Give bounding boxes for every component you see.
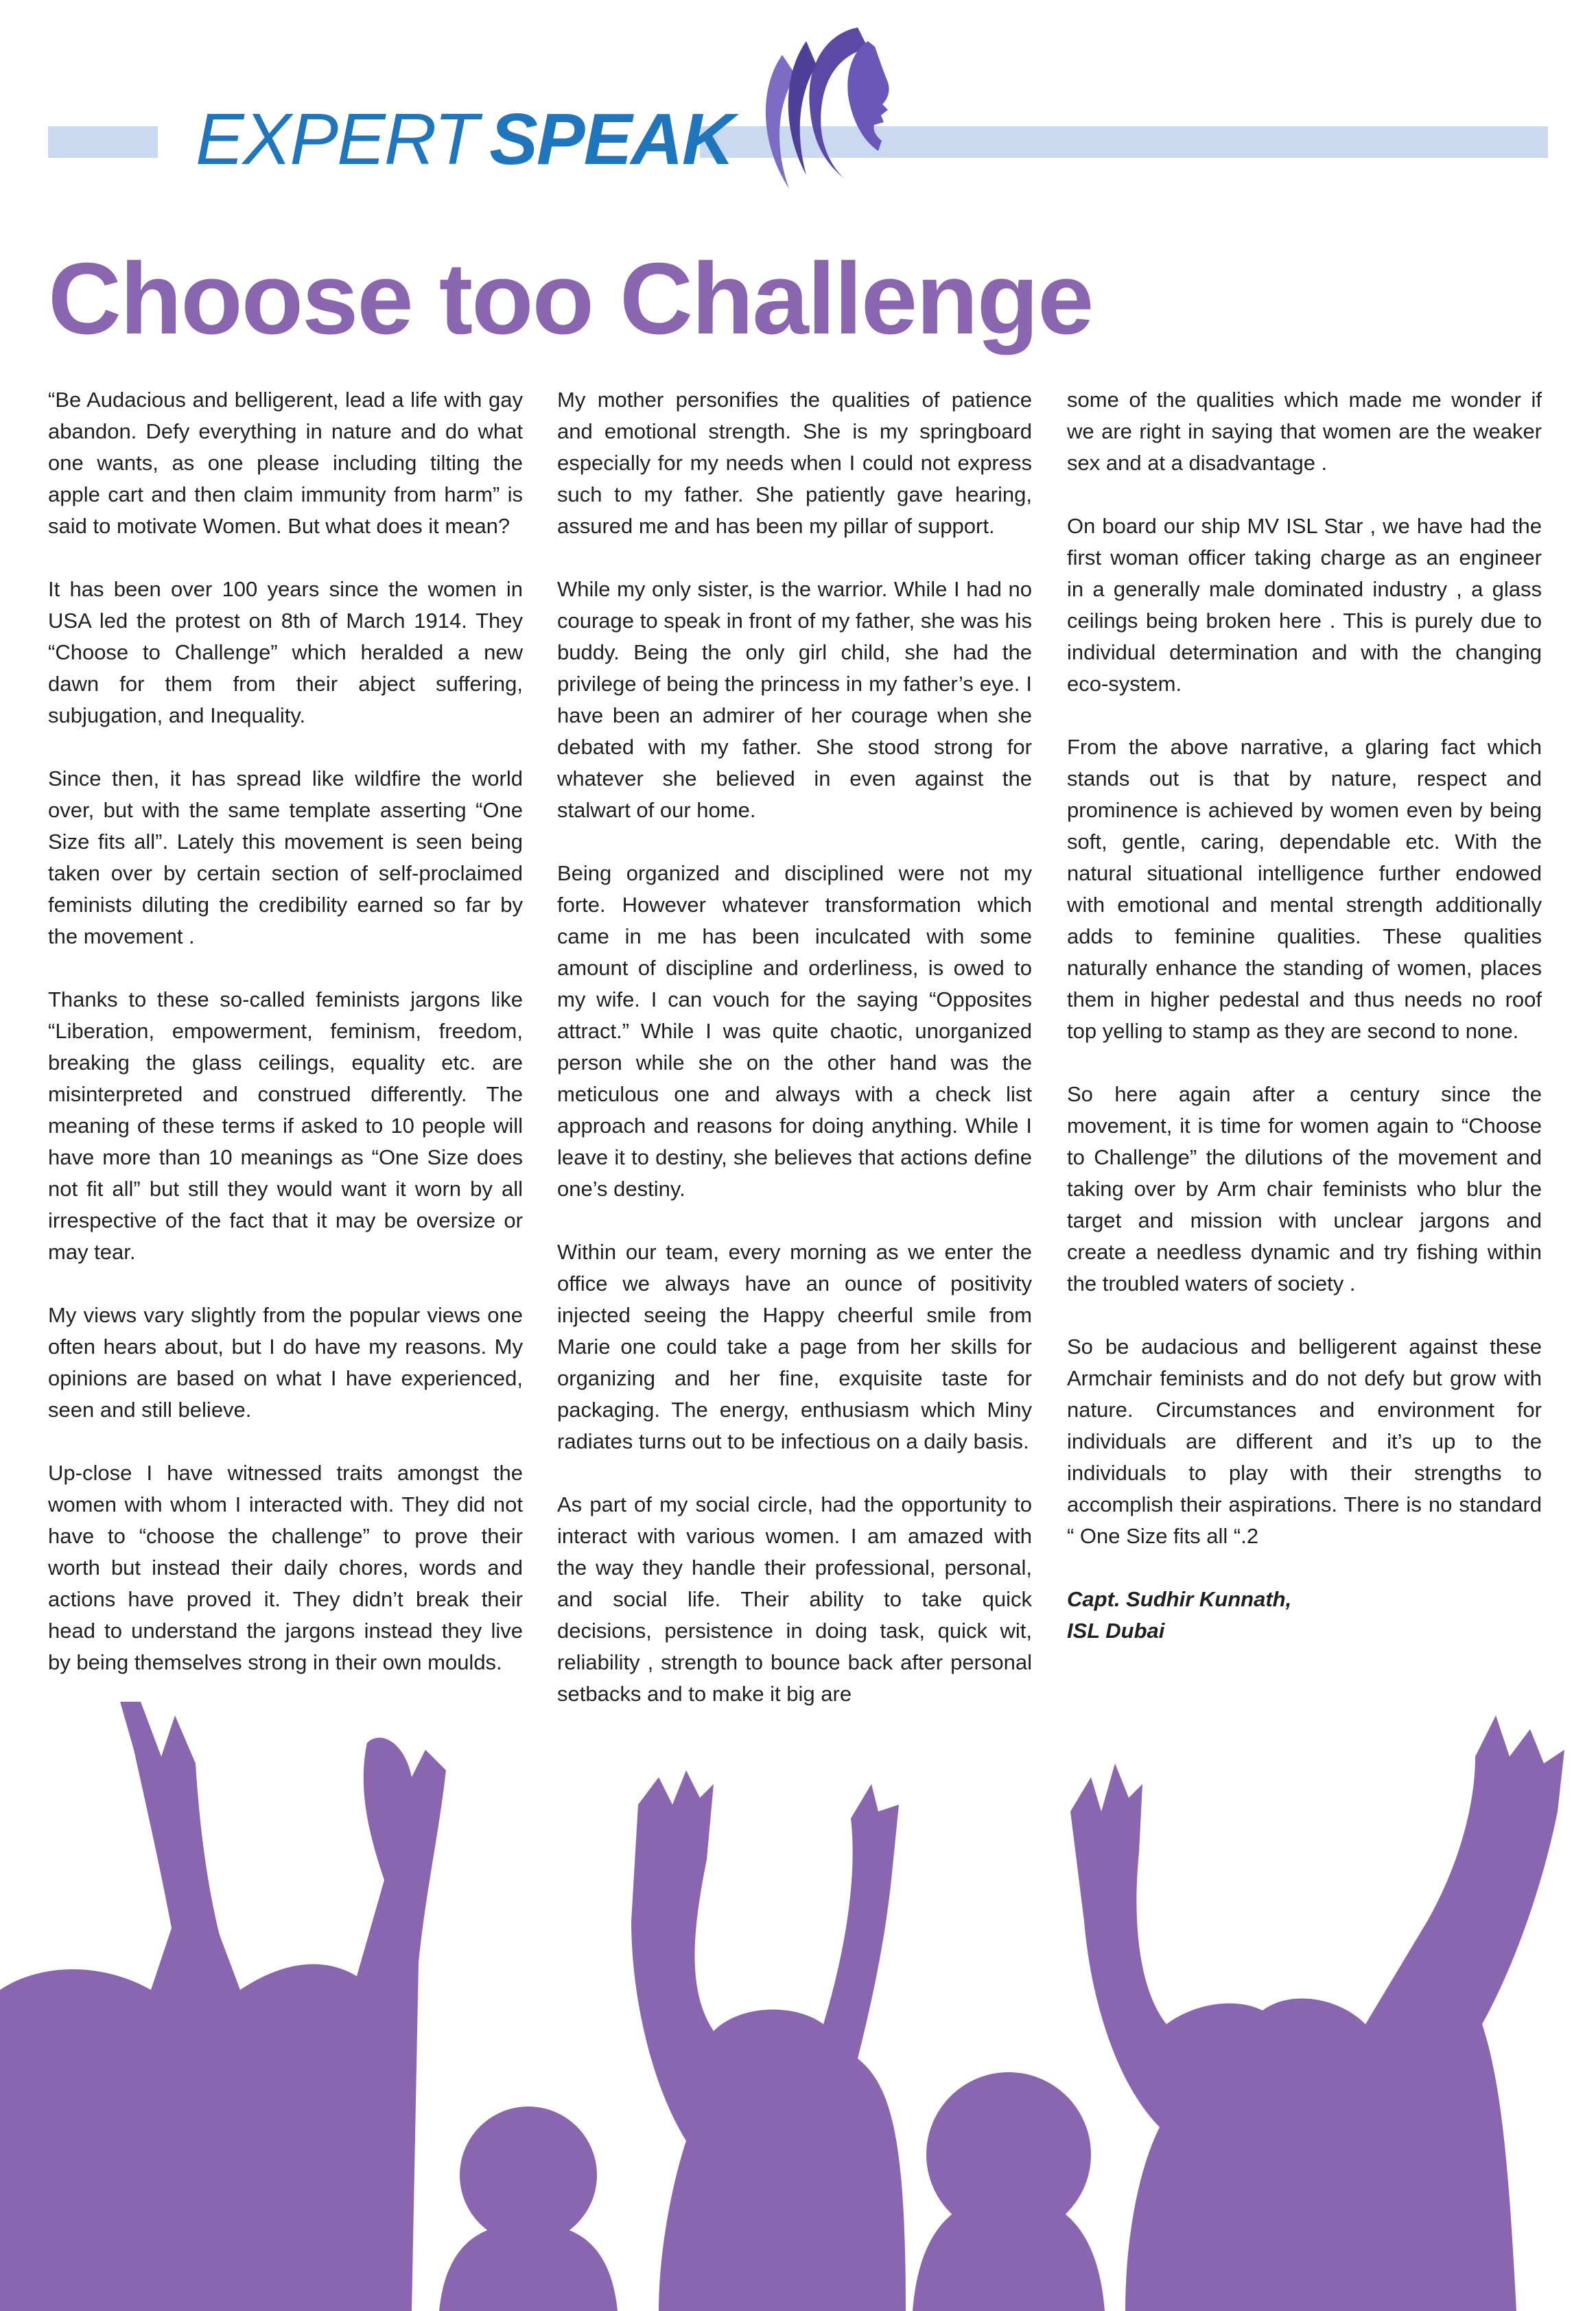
paragraph: Up-close I have witnessed traits amongst the women with whom I interacted with. They did not have to “choose the challenge” to prove their worth but instead their daily chores, words and actions have proved it. They didn’t break their head to understand the jargons instead they live by being themselves strong in their own moulds. <box>48 1461 523 1674</box>
paragraph: My views vary slightly from the popular views one often hears about, but I do have my reasons. My opinions are based on what I have experienced, seen and still believe. <box>48 1303 523 1422</box>
paragraph: It has been over 100 years since the women in USA led the protest on 8th of March 1914. They “Choose to Challenge” which heralded a new dawn for them from their abject suffering, subjugation, and Inequality. <box>48 577 523 727</box>
paragraph: From the above narrative, a glaring fact which stands out is that by nature, respect and prominence is achieved by women even by being soft, gentle, caring, dependable etc. With the natural situational intelligence further endowed with emotional and mental strength additionally adds to feminine qualities. These qualities naturally enhance the standing of women, places them in higher pedestal and thus needs no roof top yelling to stamp as they are second to none. <box>1067 735 1542 1043</box>
section-title <box>196 99 734 180</box>
author-organization: ISL Dubai <box>1067 1619 1165 1643</box>
article-column-1 <box>48 384 523 1710</box>
paragraph: some of the qualities which made me wonder if we are right in saying that women are the weaker sex and at a disadvantage . <box>1067 388 1542 475</box>
paragraph: So be audacious and belligerent against these Armchair feminists and do not defy but grow with nature. Circumstances and environment for individuals are different and it’s up to the individuals to play with their strengths to accomplish their aspirations. There is no standard “ One Size fits all “.2 <box>1067 1335 1542 1548</box>
paragraph: “Be Audacious and belligerent, lead a life with gay abandon. Defy everything in nature and do what one wants, as one please including tilting the apple cart and then claim immunity from harm” is said to motivate Women. But what does it mean? <box>48 388 523 538</box>
paragraph: My mother personifies the qualities of patience and emotional strength. She is my springboard especially for my needs when I could not express such to my father. She patiently gave hearing, assured me and has been my pillar of support. <box>557 388 1032 538</box>
header-band-left <box>48 126 158 158</box>
article-headline: Choose too Challenge <box>48 242 1093 355</box>
woman-profile-logo-icon <box>741 14 919 220</box>
section-title-word1: EXPERT <box>196 99 478 180</box>
paragraph: Since then, it has spread like wildfire the world over, but with the same template asserting “One Size fits all”. Lately this movement is seen being taken over by certain section of self-proclaimed feminists diluting the credibility earned so far by the movement . <box>48 766 523 948</box>
paragraph: So here again after a century since the movement, it is time for women again to “Choose to Challenge” the dilutions of the movement and taking over by Arm chair feminists who blur the target and mission with unclear jargons and create a needless dynamic and try fishing within the troubled waters of society . <box>1067 1082 1542 1295</box>
paragraph: Thanks to these so-called feminists jargons like “Liberation, empowerment, feminism, freedom, breaking the glass ceilings, equality etc. are misinterpreted and construed differently. The meaning of these terms if asked to 10 people will have more than 10 meanings as “One Size does not fit all” but still they would want it worn by all irrespective of the fact that it may be oversize or may tear. <box>48 987 523 1264</box>
raised-hands-silhouettes-illustration <box>0 1702 1596 2311</box>
paragraph: While my only sister, is the warrior. While I had no courage to speak in front of my father, she was his buddy. Being the only girl child, she had the privilege of being the princess in my father’s eye. I have been an admirer of her courage when she debated with my father. She stood strong for whatever she believed in even against the stalwart of our home. <box>557 577 1032 822</box>
article-column-3 <box>1067 384 1542 1647</box>
paragraph: As part of my social circle, had the opportunity to interact with various women. I am amazed with the way they handle their professional, personal, and social life. Their ability to take quick decisions, persistence in doing task, quick wit, reliability , strength to bounce back after personal setbacks and to make it big are <box>557 1492 1032 1706</box>
author-name: Capt. Sudhir Kunnath, <box>1067 1587 1292 1611</box>
article-column-2 <box>557 384 1032 1741</box>
paragraph: On board our ship MV ISL Star , we have had the first woman officer taking charge as an engineer in a generally male dominated industry , a glass ceilings being broken here . This is purely due to individual determination and with the changing eco-system. <box>1067 514 1542 696</box>
section-title-word2: SPEAK <box>489 99 734 180</box>
paragraph: Within our team, every morning as we enter the office we always have an ounce of positivity injected seeing the Happy cheerful smile from Marie one could take a page from her skills for organizing and her fine, exquisite taste for packaging. The energy, enthusiasm which Miny radiates turns out to be infectious on a daily basis. <box>557 1240 1032 1453</box>
paragraph: Being organized and disciplined were not my forte. However whatever transformation which came in me has been inculcated with some amount of discipline and orderliness, is owed to my wife. I can vouch for the saying “Opposites attract.” While I was quite chaotic, unorganized person while she on the other hand was the meticulous one and always with a check list approach and reasons for doing anything. While I leave it to destiny, she believes that actions define one’s destiny. <box>557 861 1032 1201</box>
author-signature <box>1067 1584 1542 1647</box>
